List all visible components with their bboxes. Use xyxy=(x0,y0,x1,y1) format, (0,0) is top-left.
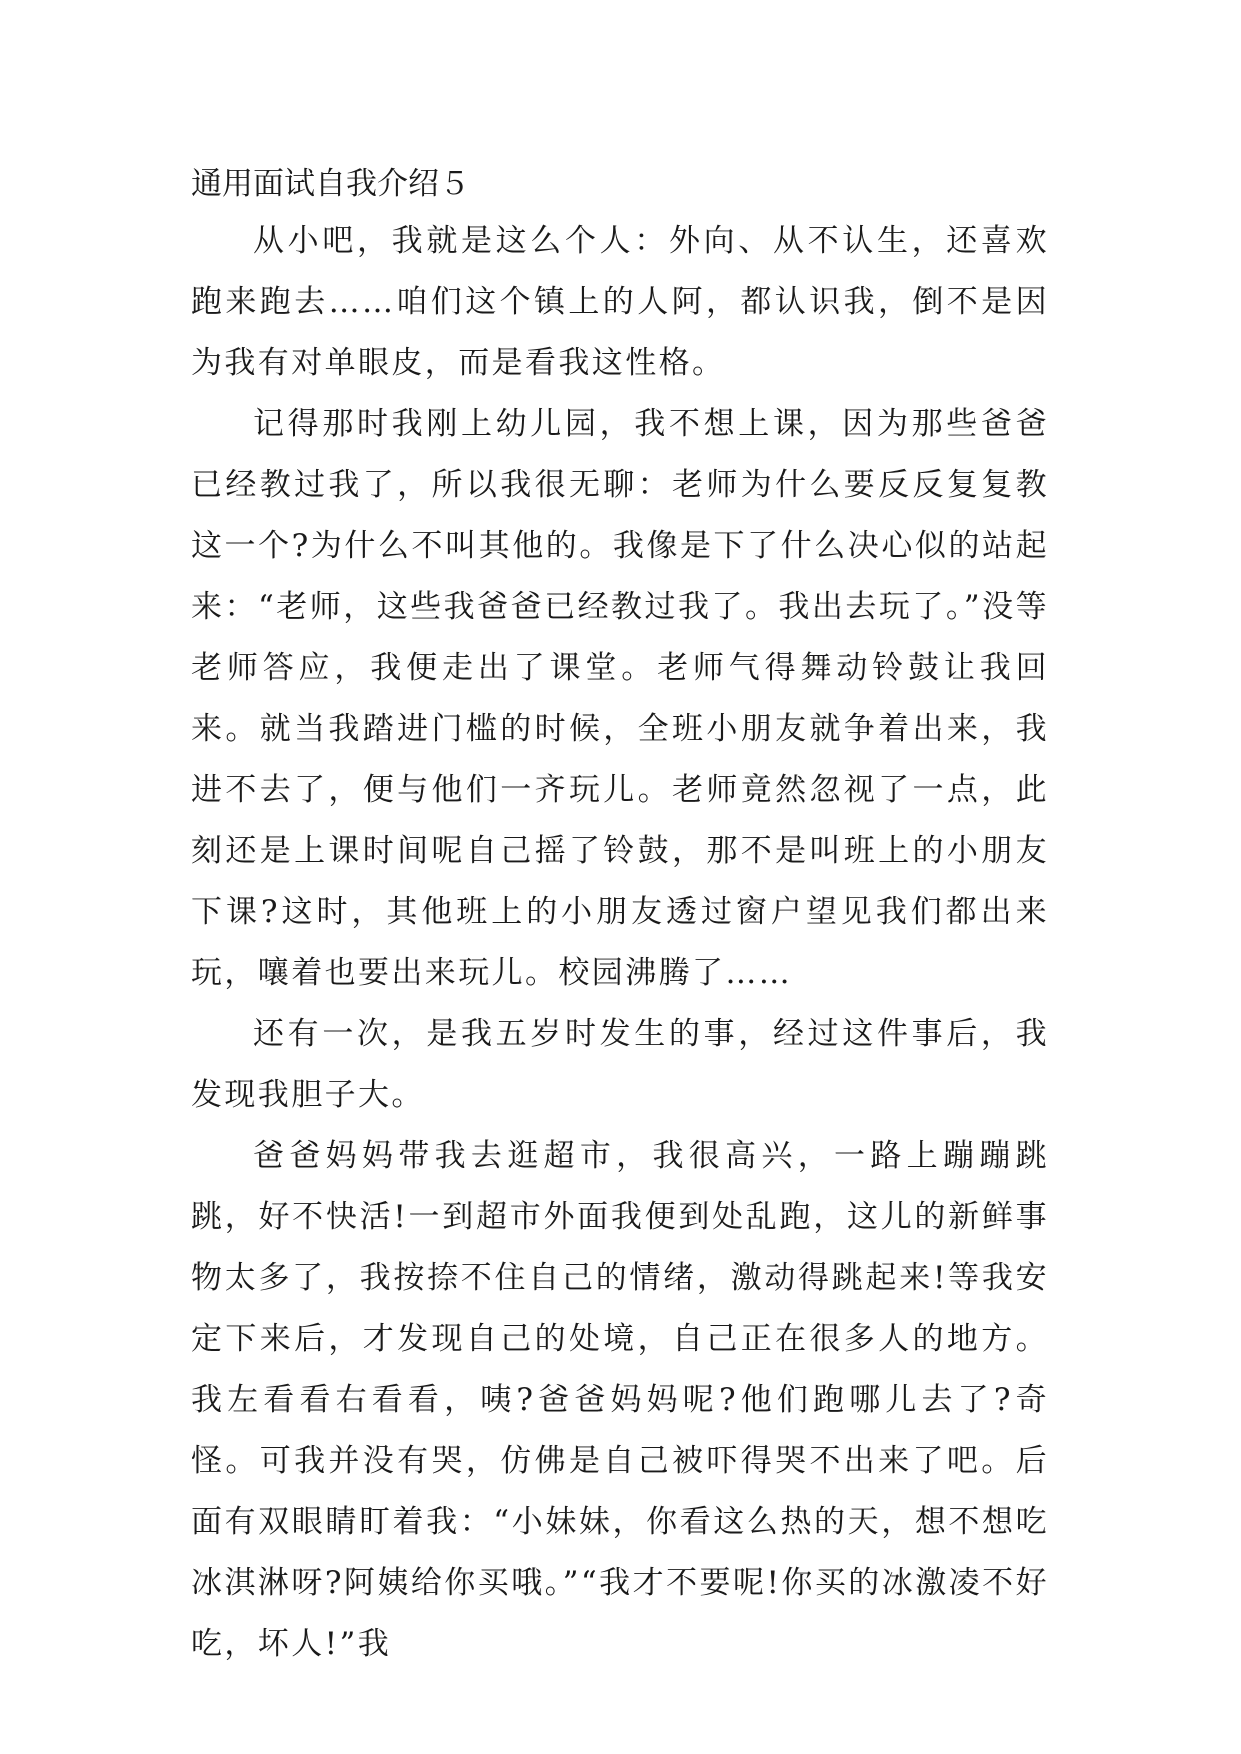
document-title: 通用面试自我介绍５ xyxy=(191,166,470,202)
paragraph-3: 还有一次，是我五岁时发生的事，经过这件事后，我发现我胆子大。 xyxy=(191,1016,1049,1113)
document-page xyxy=(191,157,1049,1675)
paragraph-4: 爸爸妈妈带我去逛超市，我很高兴，一路上蹦蹦跳跳，好不快活!一到超市外面我便到处乱跑，这儿的新鲜事物太多了，我按捺不住自己的情绪，激动得跳起来!等我安定下来后，才发现自己的处境，自己正在很多人的地方。我左看看右看看，咦?爸爸妈妈呢?他们跑哪儿去了?奇怪。可我并没有哭，仿佛是自己被吓得哭不出来了吧。后面有双眼睛盯着我：“小妹妹，你看这么热的天，想不想吃冰淇淋呀?阿姨给你买哦。”“我才不要呢!你买的冰激凌不好吃，坏人!”我 xyxy=(191,1138,1049,1662)
paragraph-1: 从小吧，我就是这么个人：外向、从不认生，还喜欢跑来跑去……咱们这个镇上的人阿，都认识我，倒不是因为我有对单眼皮，而是看我这性格。 xyxy=(191,223,1049,381)
paragraph-2: 记得那时我刚上幼儿园，我不想上课，因为那些爸爸已经教过我了，所以我很无聊：老师为什么要反反复复教这一个?为什么不叫其他的。我像是下了什么决心似的站起来：“老师，这些我爸爸已经教过我了。我出去玩了。”没等老师答应，我便走出了课堂。老师气得舞动铃鼓让我回来。就当我踏进门槛的时候，全班小朋友就争着出来，我进不去了，便与他们一齐玩儿。老师竟然忽视了一点，此刻还是上课时间呢自己摇了铃鼓，那不是叫班上的小朋友下课?这时，其他班上的小朋友透过窗户望见我们都出来玩，嚷着也要出来玩儿。校园沸腾了…… xyxy=(191,406,1049,991)
